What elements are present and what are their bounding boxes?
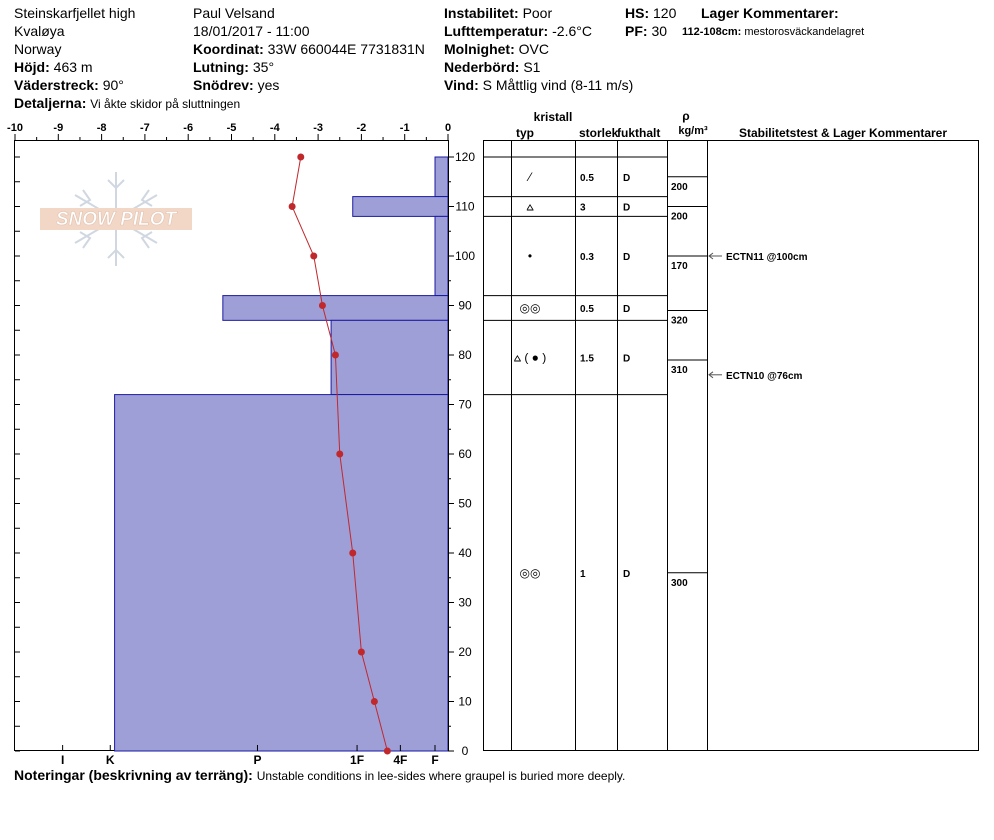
stability-tests [709, 252, 808, 382]
sky-cover-label: Molnighet: [444, 41, 515, 57]
hardness-label-1: K [105, 753, 115, 767]
precipitation-value: S1 [523, 59, 541, 75]
notes [14, 767, 625, 784]
density-value-2: 170 [671, 261, 688, 272]
depth-tick-label-11: 10 [458, 694, 472, 709]
temperature-point-1 [289, 203, 296, 210]
depth-tick-label-4: 80 [458, 348, 472, 362]
hardness-bar-5 [115, 395, 448, 751]
temp-tick-label-3: -7 [140, 122, 150, 134]
depth-tick-label-0: 120 [454, 150, 476, 164]
snow-height-value: 120 [653, 5, 677, 21]
header-size: storlek [579, 126, 619, 140]
instability-label: Instabilitet: [444, 5, 519, 21]
wind-drift-label: Snödrev: [193, 77, 254, 93]
layer-moisture-0: D [623, 172, 631, 184]
depth-tick-label-3: 90 [458, 298, 472, 313]
coordinates-label: Koordinat: [193, 41, 264, 57]
snowpilot-logo [40, 172, 192, 266]
stability-test-label-0: ECTN11 @100cm [726, 252, 808, 263]
details-label: Detaljerna: [14, 95, 87, 111]
temp-tick-label-5: -5 [226, 122, 237, 134]
layer-symbol-2: • [527, 249, 533, 263]
coordinates-value: 33W 660044E 7731831N [267, 41, 425, 57]
temperature-point-3 [319, 302, 326, 309]
foot-penetration-label: PF: [625, 23, 648, 39]
temp-tick-label-8: -2 [356, 122, 367, 134]
layer-comments-title: Lager Kommentarer: [701, 5, 839, 21]
temp-tick-label-0: -10 [7, 122, 23, 134]
wind-drift-value: yes [257, 77, 280, 93]
density-value-1: 200 [671, 211, 688, 223]
logo-text: SNOW PILOT [55, 209, 177, 230]
header-moisture: fukthalt [617, 126, 661, 140]
layer-size-1: 3 [580, 202, 586, 214]
depth-tick-label-9: 30 [458, 595, 472, 610]
layer-comment-text: mestorosväckandelagret [744, 26, 865, 38]
hardness-bars [115, 157, 448, 751]
hardness-label-4: 4F [393, 753, 408, 767]
hardness-label-5: F [431, 753, 439, 767]
layer-moisture-1: D [623, 202, 631, 214]
elevation-label: Höjd: [14, 59, 50, 75]
temp-tick-label-1: -9 [53, 122, 64, 134]
slope-label: Lutning: [193, 59, 249, 75]
layer-moisture-2: D [623, 252, 631, 263]
temp-tick-label-2: -8 [96, 122, 107, 134]
temperature-point-7 [358, 649, 365, 656]
depth-tick-label-10: 20 [458, 645, 472, 659]
depth-tick-label-5: 70 [458, 397, 472, 412]
hardness-bar-0 [435, 157, 448, 197]
temp-tick-label-10: 0 [444, 122, 452, 134]
temp-tick-label-7: -3 [313, 122, 323, 134]
layers-table-frame [484, 141, 979, 751]
observation-datetime: 18/01/2017 - 11:00 [193, 23, 310, 39]
hardness-bar-4 [331, 320, 448, 394]
temp-tick-label-4: -6 [183, 122, 194, 134]
temp-tick-label-9: -1 [399, 122, 410, 134]
layer-size-2: 0.3 [580, 252, 594, 263]
elevation-value: 463 m [53, 59, 93, 75]
wind-label: Vind: [444, 77, 479, 93]
temperature-point-5 [336, 451, 343, 458]
density-value-5: 300 [671, 577, 688, 589]
details-value: Vi åkte skidor på sluttningen [90, 97, 241, 111]
depth-axis [448, 150, 475, 758]
layer-moisture-3: D [623, 303, 631, 315]
layer-size-5: 1 [580, 568, 586, 580]
precipitation-label: Nederbörd: [444, 59, 520, 75]
layer-size-0: 0.5 [580, 172, 594, 184]
hardness-bar-3 [223, 296, 448, 321]
air-temperature-label: Lufttemperatur: [444, 23, 549, 39]
hardness-label-2: P [253, 753, 262, 767]
temperature-point-0 [297, 154, 304, 161]
layer-size-3: 0.5 [580, 303, 594, 315]
density-value-4: 310 [671, 364, 688, 376]
density-value-3: 320 [671, 315, 688, 327]
layer-symbol-4: ⩟ ( ● ) [513, 350, 547, 365]
header-density-unit: kg/m³ [678, 125, 708, 137]
layer-size-4: 1.5 [580, 353, 594, 365]
temperature-point-2 [310, 253, 317, 260]
snow-height-label: HS: [625, 5, 650, 21]
layer-moisture-5: D [623, 568, 631, 580]
notes-label: Noteringar (beskrivning av terräng): [14, 767, 253, 783]
depth-tick-label-12: 0 [461, 744, 469, 758]
temperature-point-6 [349, 550, 356, 557]
sky-cover-value: OVC [518, 41, 549, 57]
header-rho: ρ [682, 109, 690, 123]
layer-comment-depth: 112-108cm: [682, 26, 742, 38]
depth-tick-label-1: 110 [455, 199, 475, 214]
layer-symbol-1: ⩟ [526, 199, 534, 214]
depth-tick-label-7: 50 [458, 496, 472, 511]
depth-tick-label-8: 40 [458, 546, 472, 560]
layer-moisture-4: D [623, 353, 631, 365]
header-type: typ [516, 126, 534, 140]
slope-value: 35° [252, 59, 275, 75]
aspect-value: 90° [102, 77, 124, 93]
instability-value: Poor [522, 5, 553, 21]
location-name: Steinskarfjellet high [14, 5, 136, 21]
hardness-label-0: I [60, 753, 65, 767]
depth-tick-label-2: 100 [454, 249, 476, 263]
density-value-0: 200 [671, 181, 688, 193]
foot-penetration-value: 30 [651, 23, 668, 39]
hardness-bar-2 [435, 216, 448, 295]
layer-symbol-3: ◎◎ [519, 300, 541, 315]
depth-tick-label-6: 60 [458, 447, 472, 461]
header-stability-tests: Stabilitetstest & Lager Kommentarer [738, 126, 948, 140]
notes-text: Unstable conditions in lee-sides where graupel is buried more deeply. [256, 769, 626, 783]
header-crystal: kristall [533, 110, 573, 124]
temperature-point-8 [371, 698, 378, 705]
layer-symbol-0: ⁄ [528, 169, 532, 184]
air-temperature-value: -2.6°C [552, 23, 592, 39]
observer-name: Paul Velsand [193, 5, 275, 21]
wind-value: S Måttlig vind (8-11 m/s) [482, 77, 634, 93]
region-name: Kvaløya [14, 23, 65, 39]
stability-test-label-1: ECTN10 @76cm [726, 370, 803, 382]
hardness-bar-1 [353, 197, 448, 217]
temp-tick-label-6: -4 [269, 122, 280, 134]
layer-symbol-5: ◎◎ [519, 565, 541, 580]
temperature-point-9 [384, 748, 391, 755]
hardness-label-3: 1F [350, 753, 365, 767]
aspect-label: Väderstreck: [14, 77, 99, 93]
density-rows [667, 177, 707, 589]
country-name: Norway [14, 41, 62, 57]
temperature-point-4 [332, 352, 339, 359]
